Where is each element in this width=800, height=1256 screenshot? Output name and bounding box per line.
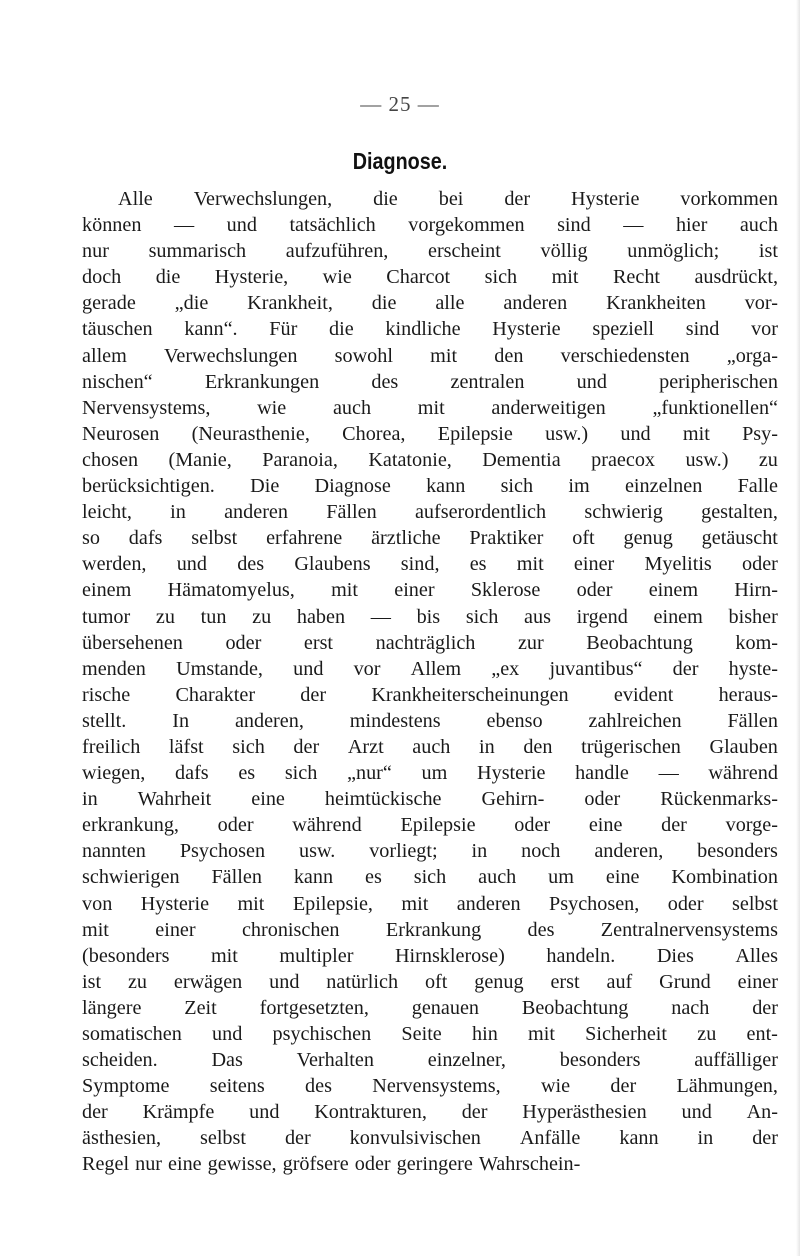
text-line: einem Hämatomyelus, mit einer Sklerose oder einem Hirn-	[82, 579, 778, 602]
text-line: können — und tatsächlich vorgekommen sind — hier auch	[82, 214, 778, 237]
text-line: täuschen kann“. Für die kindliche Hysterie speziell sind vor	[82, 318, 778, 341]
text-line: stellt. In anderen, mindestens ebenso zahlreichen Fällen	[82, 709, 778, 732]
text-line: leicht, in anderen Fällen aufserordentlich schwierig gestalten,	[82, 501, 778, 524]
text-line: übersehenen oder erst nachträglich zur Beobachtung kom-	[82, 631, 778, 654]
text-line: so dafs selbst erfahrene ärztliche Praktiker oft genug getäuscht	[82, 527, 778, 550]
text-line: der Krämpfe und Kontrakturen, der Hyperästhesien und An-	[82, 1101, 778, 1124]
text-line: gerade „die Krankheit, die alle anderen Krankheiten vor-	[82, 292, 778, 315]
page-edge	[796, 0, 800, 1256]
text-line: erkrankung, oder während Epilepsie oder eine der vorge-	[82, 814, 778, 837]
text-line: freilich läfst sich der Arzt auch in den trügerischen Glauben	[82, 735, 778, 758]
text-line: mit einer chronischen Erkrankung des Zentralnervensystems	[82, 918, 778, 941]
text-line: längere Zeit fortgesetzten, genauen Beobachtung nach der	[82, 996, 778, 1019]
body-text	[82, 186, 778, 1178]
text-line: berücksichtigen. Die Diagnose kann sich im einzelnen Falle	[82, 475, 778, 498]
text-line: (besonders mit multipler Hirnsklerose) handeln. Dies Alles	[82, 944, 778, 967]
text-line: Symptome seitens des Nervensystems, wie der Lähmungen,	[82, 1075, 778, 1098]
text-line: ist zu erwägen und natürlich oft genug erst auf Grund einer	[82, 970, 778, 993]
text-line: somatischen und psychischen Seite hin mit Sicherheit zu ent-	[82, 1023, 778, 1045]
text-line: chosen (Manie, Paranoia, Katatonie, Dementia praecox usw.) zu	[82, 448, 778, 471]
text-line: allem Verwechslungen sowohl mit den verschiedensten „orga-	[82, 344, 778, 367]
text-line: nannten Psychosen usw. vorliegt; in noch anderen, besonders	[82, 840, 778, 863]
text-line: werden, und des Glaubens sind, es mit einer Myelitis oder	[82, 553, 778, 576]
text-line: menden Umstande, und vor Allem „ex juvantibus“ der hyste-	[82, 657, 778, 680]
text-line: Neurosen (Neurasthenie, Chorea, Epilepsie usw.) und mit Psy-	[82, 422, 778, 445]
text-line: ästhesien, selbst der konvulsivischen Anfälle kann in der	[82, 1127, 778, 1150]
text-line: tumor zu tun zu haben — bis sich aus irgend einem bisher	[82, 605, 778, 628]
section-heading: Diagnose.	[352, 148, 448, 174]
text-line: doch die Hysterie, wie Charcot sich mit Recht ausdrückt,	[82, 266, 778, 289]
text-line: von Hysterie mit Epilepsie, mit anderen Psychosen, oder selbst	[82, 892, 778, 915]
text-line: Nervensystems, wie auch mit anderweitigen „funktionellen“	[82, 396, 778, 419]
text-line: schwierigen Fällen kann es sich auch um eine Kombination	[82, 866, 778, 889]
text-line: in Wahrheit eine heimtückische Gehirn- oder Rückenmarks-	[82, 788, 778, 811]
text-line: Alle Verwechslungen, die bei der Hysterie vorkommen	[118, 188, 778, 210]
text-line: scheiden. Das Verhalten einzelner, besonders auffälliger	[82, 1049, 778, 1072]
text-line: wiegen, dafs es sich „nur“ um Hysterie handle — während	[82, 762, 778, 785]
text-line: nischen“ Erkrankungen des zentralen und peripherischen	[82, 370, 778, 393]
text-line: nur summarisch aufzuführen, erscheint völlig unmöglich; ist	[82, 240, 778, 263]
text-line: rische Charakter der Krankheiterscheinungen evident heraus-	[82, 683, 778, 706]
text-line: Regel nur eine gewisse, gröfsere oder geringere Wahrschein-	[82, 1153, 581, 1176]
page-number: — 25 —	[360, 92, 440, 116]
